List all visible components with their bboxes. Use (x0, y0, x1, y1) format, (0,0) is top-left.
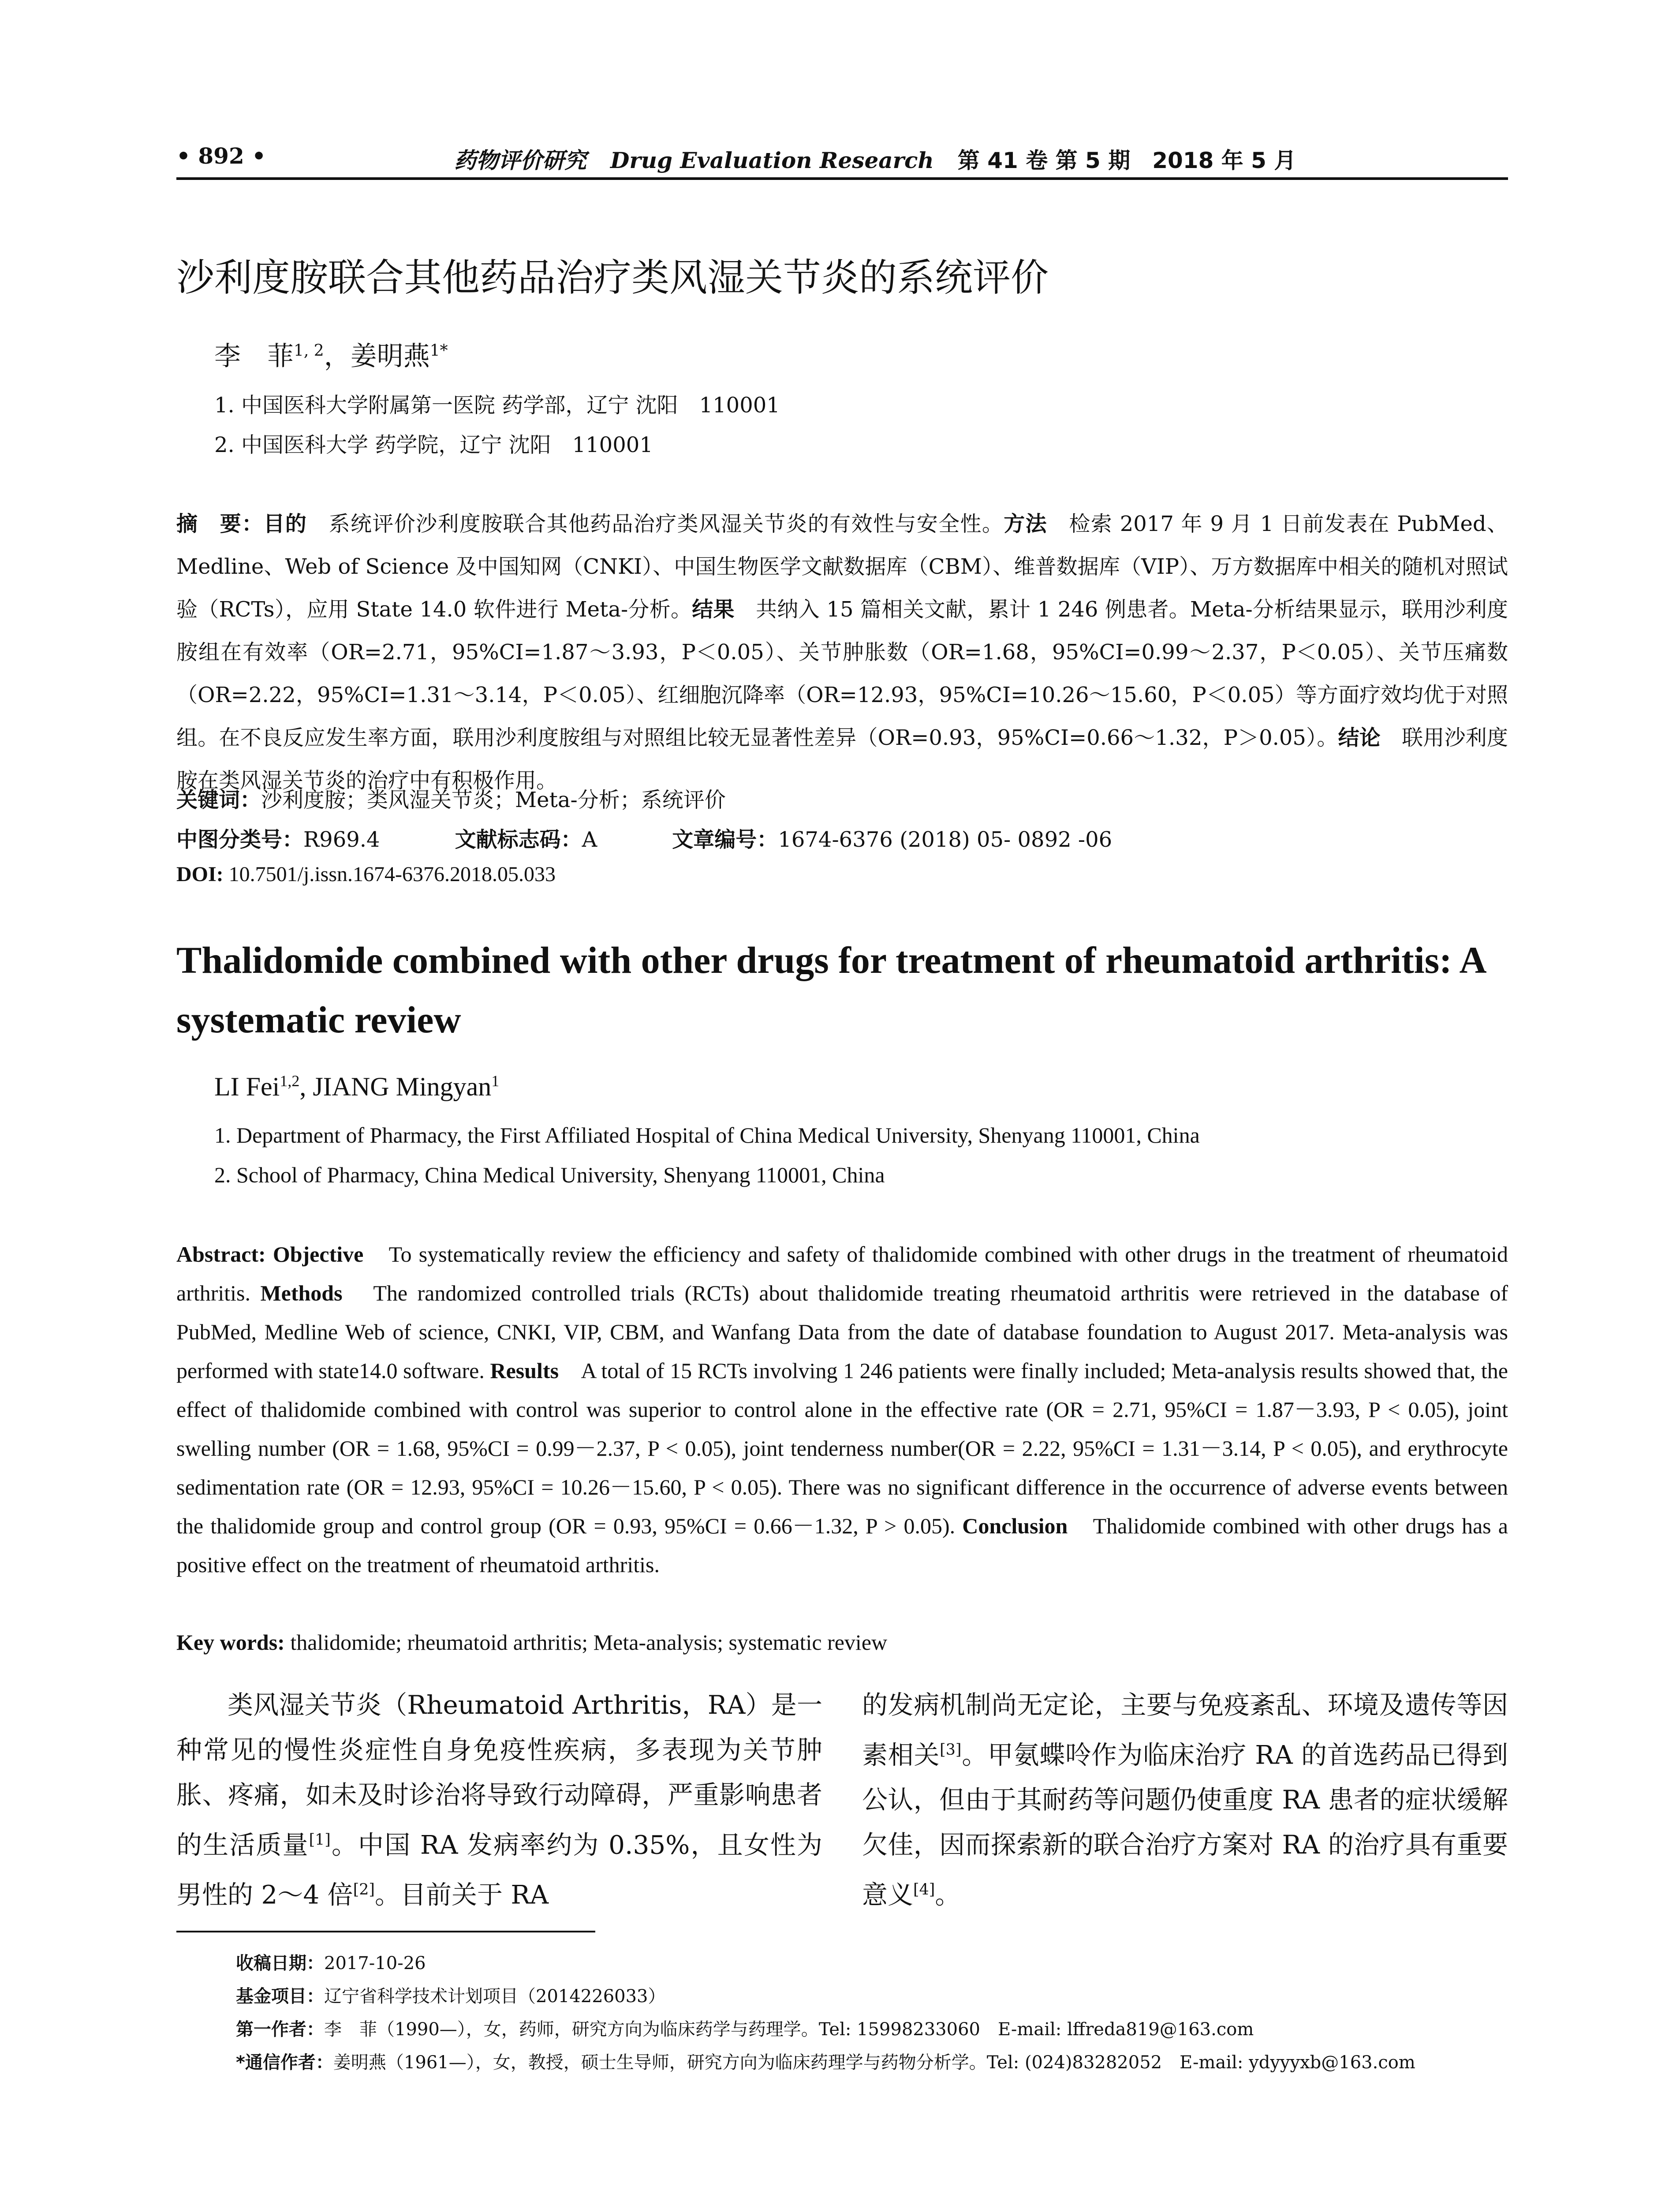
first-author-text: 李 菲（1990—），女，药师，研究方向为临床药学与药理学。Tel: 15998233060 E-mail: lffreda819@163.com (324, 2019, 1254, 2040)
corresponding-label: *通信作者： (236, 2052, 333, 2073)
classification-line (176, 822, 1112, 853)
conclusion-en-label: Conclusion (962, 1514, 1068, 1538)
methods-cn: 检索 2017 年 9 月 1 日前发表在 PubMed、Medline、Web of Science 及中国知网（CNKI）、中国生物医学文献数据库（CBM）、维普数据库（VIP）、万方数据库中相关的随机对照试验（RCTs），应用 State 14.0 软件进行 Meta-分析。 (176, 512, 1508, 622)
title-en: Thalidomide combined with other drugs for treatment of rheumatoid arthritis: A systematic review (176, 939, 1485, 1041)
journal-logo: 药物评价研究 (454, 147, 586, 173)
body-left-text-2: 。中国 RA 发病率约为 0.35%，且女性为男性的 2～4 倍 (176, 1830, 822, 1910)
author-cn-sep: ， (324, 341, 351, 372)
body-right-text-3: 。 (935, 1880, 961, 1910)
results-cn: 共纳入 15 篇相关文献，累计 1 246 例患者。Meta-分析结果显示，联用沙利度胺组在有效率（OR=2.71，95%CI=1.87～3.93，P＜0.05）、关节肿胀数（OR=1.68，95%CI=0.99～2.37，P＜0.05）、关节压痛数（OR=2.22，95%CI=1.31～3.14，P＜0.05）、红细胞沉降率（OR=12.93，95%CI=10.26～15.60，P＜0.05）等方面疗效均优于对照组。在不良反应发生率方面，联用沙利度胺组与对照组比较无显著性差异（OR=0.93，95%CI=0.66～1.32，P＞0.05）。 (176, 597, 1508, 750)
first-author-label: 第一作者： (236, 2019, 324, 2040)
methods-en-label: Methods (260, 1281, 343, 1305)
author-cn-1-sup: 1, 2 (294, 342, 324, 360)
conclusion-cn-label: 结论 (1338, 725, 1381, 750)
clc-label: 中图分类号： (176, 827, 304, 852)
author-en-1-sup: 1,2 (280, 1072, 300, 1090)
citation-1: [1] (309, 1831, 331, 1849)
author-cn-2: 姜明燕 (350, 341, 430, 372)
received-date: 2017-10-26 (324, 1953, 426, 1973)
abstract-cn-label: 摘 要： (176, 512, 264, 536)
keywords-en-text: thalidomide; rheumatoid arthritis; Meta-analysis; systematic review (284, 1630, 888, 1655)
keywords-en (176, 1629, 887, 1655)
article-no-label: 文章编号： (672, 827, 778, 852)
title-cn: 沙利度胺联合其他药品治疗类风湿关节炎的系统评价 (176, 256, 1049, 300)
header-rule (176, 177, 1508, 180)
author-cn-2-sup: 1* (429, 342, 448, 360)
abstract-cn (176, 503, 1508, 802)
journal-name: Drug Evaluation Research (610, 147, 934, 173)
body-right-text-2: 。甲氨蝶呤作为临床治疗 RA 的首选药品已得到公认，但由于其耐药等问题仍使重度 RA 患者的症状缓解欠佳，因而探索新的联合治疗方案对 RA 的治疗具有重要意义 (862, 1740, 1508, 1910)
objective-cn: 系统评价沙利度胺联合其他药品治疗类风湿关节炎的有效性与安全性。 (307, 512, 1004, 536)
footnote-first-author (236, 2015, 1254, 2041)
author-en-2-sup: 1 (491, 1072, 500, 1090)
doc-code-label: 文献标志码： (455, 827, 582, 852)
article-no-value: 1674-6376 (2018) 05- 0892 -06 (778, 827, 1113, 852)
abstract-en-label: Abstract: Objective (176, 1242, 364, 1267)
citation-4: [4] (913, 1881, 935, 1899)
issue-info: 第 41 卷 第 5 期 2018 年 5 月 (957, 148, 1296, 173)
body-column-right (862, 1682, 1508, 1917)
keywords-cn-label: 关键词： (176, 788, 261, 812)
footnote-rule (176, 1931, 595, 1932)
methods-cn-label: 方法 (1004, 512, 1047, 536)
author-en-2: JIANG Mingyan (313, 1072, 492, 1101)
footnote-received (236, 1949, 426, 1974)
authors-cn (214, 335, 448, 373)
body-column-left (176, 1682, 822, 1917)
journal-info (454, 143, 1296, 175)
body-right-text-1: 的发病机制尚无定论，主要与免疫紊乱、环境及遗传等因素相关 (862, 1690, 1508, 1770)
affiliation-cn-2: 2. 中国医科大学 药学院，辽宁 沈阳 110001 (214, 433, 653, 457)
keywords-en-label: Key words: (176, 1630, 285, 1655)
results-cn-label: 结果 (692, 597, 735, 622)
methods-en: The randomized controlled trials (RCTs) about thalidomide treating rheumatoid arthritis were retrieved in the database of PubMed, Medline Web of science, CNKI, VIP, CBM, and Wanfang Data from the date of database foundation to August 2017. Meta-analysis was performed with state14.0 software. (176, 1281, 1508, 1383)
footnote-corresponding (236, 2048, 1415, 2074)
results-en-label: Results (490, 1358, 559, 1383)
affiliation-en-1: 1. Department of Pharmacy, the First Affiliated Hospital of China Medical University, Shenyang 110001, China (214, 1123, 1200, 1147)
doi-label: DOI: (176, 863, 224, 886)
objective-en: To systematically review the efficiency and safety of thalidomide combined with other drugs in the treatment of rheumatoid arthritis. (176, 1242, 1508, 1305)
conclusion-cn: 联用沙利度胺在类风湿关节炎的治疗中有积极作用。 (176, 725, 1508, 793)
citation-2: [2] (353, 1881, 375, 1899)
doc-code-value: A (582, 827, 597, 852)
author-en-1: LI Fei (214, 1072, 280, 1101)
keywords-cn (176, 783, 726, 813)
fund-text: 辽宁省科学技术计划项目（2014226033） (324, 1986, 666, 2007)
doi-value: 10.7501/j.issn.1674-6376.2018.05.033 (223, 863, 556, 886)
body-left-text-3: 。目前关于 RA (374, 1880, 549, 1910)
corresponding-text: 姜明燕（1961—），女，教授，硕士生导师，研究方向为临床药理学与药物分析学。Tel: (024)83282052 E-mail: ydyyyxb@163.com (333, 2052, 1415, 2073)
conclusion-en: Thalidomide combined with other drugs has a positive effect on the treatment of rheumatoid arthritis. (176, 1514, 1508, 1577)
author-cn-1: 李 菲 (214, 341, 294, 372)
author-en-sep: , (299, 1072, 313, 1101)
body-left-text-1: 类风湿关节炎（Rheumatoid Arthritis，RA）是一种常见的慢性炎症性自身免疫性疾病，多表现为关节肿胀、疼痛，如未及时诊治将导致行动障碍，严重影响患者的生活质量 (176, 1690, 822, 1860)
abstract-en (176, 1235, 1508, 1584)
page-number: • 892 • (176, 143, 266, 169)
authors-en (214, 1072, 499, 1102)
objective-cn-label: 目的 (263, 512, 307, 536)
received-label: 收稿日期： (236, 1953, 324, 1973)
results-en: A total of 15 RCTs involving 1 246 patients were finally included; Meta-analysis results showed that, the effect of thalidomide combined with control was superior to control alone in the effective rate (OR = 2.71, 95%CI = 1.87－3.93, P < 0.05), joint swelling number (OR = 1.68, 95%CI = 0.99－2.37, P < 0.05), joint tenderness number(OR = 2.22, 95%CI = 1.31－3.14, P < 0.05), and erythrocyte sedimentation rate (OR = 12.93, 95%CI = 10.26－15.60, P < 0.05). There was no significant difference in the occurrence of adverse events between the thalidomide group and control group (OR = 0.93, 95%CI = 0.66－1.32, P > 0.05). (176, 1358, 1508, 1538)
footnote-fund (236, 1982, 666, 2007)
citation-3: [3] (940, 1741, 962, 1759)
affiliation-en-2: 2. School of Pharmacy, China Medical University, Shenyang 110001, China (214, 1162, 885, 1187)
affiliation-cn-1: 1. 中国医科大学附属第一医院 药学部，辽宁 沈阳 110001 (214, 393, 780, 418)
fund-label: 基金项目： (236, 1986, 324, 2007)
running-header (176, 139, 1508, 175)
keywords-cn-text: 沙利度胺；类风湿关节炎；Meta-分析；系统评价 (261, 788, 726, 812)
clc-value: R969.4 (303, 827, 380, 852)
doi-line (176, 862, 556, 886)
